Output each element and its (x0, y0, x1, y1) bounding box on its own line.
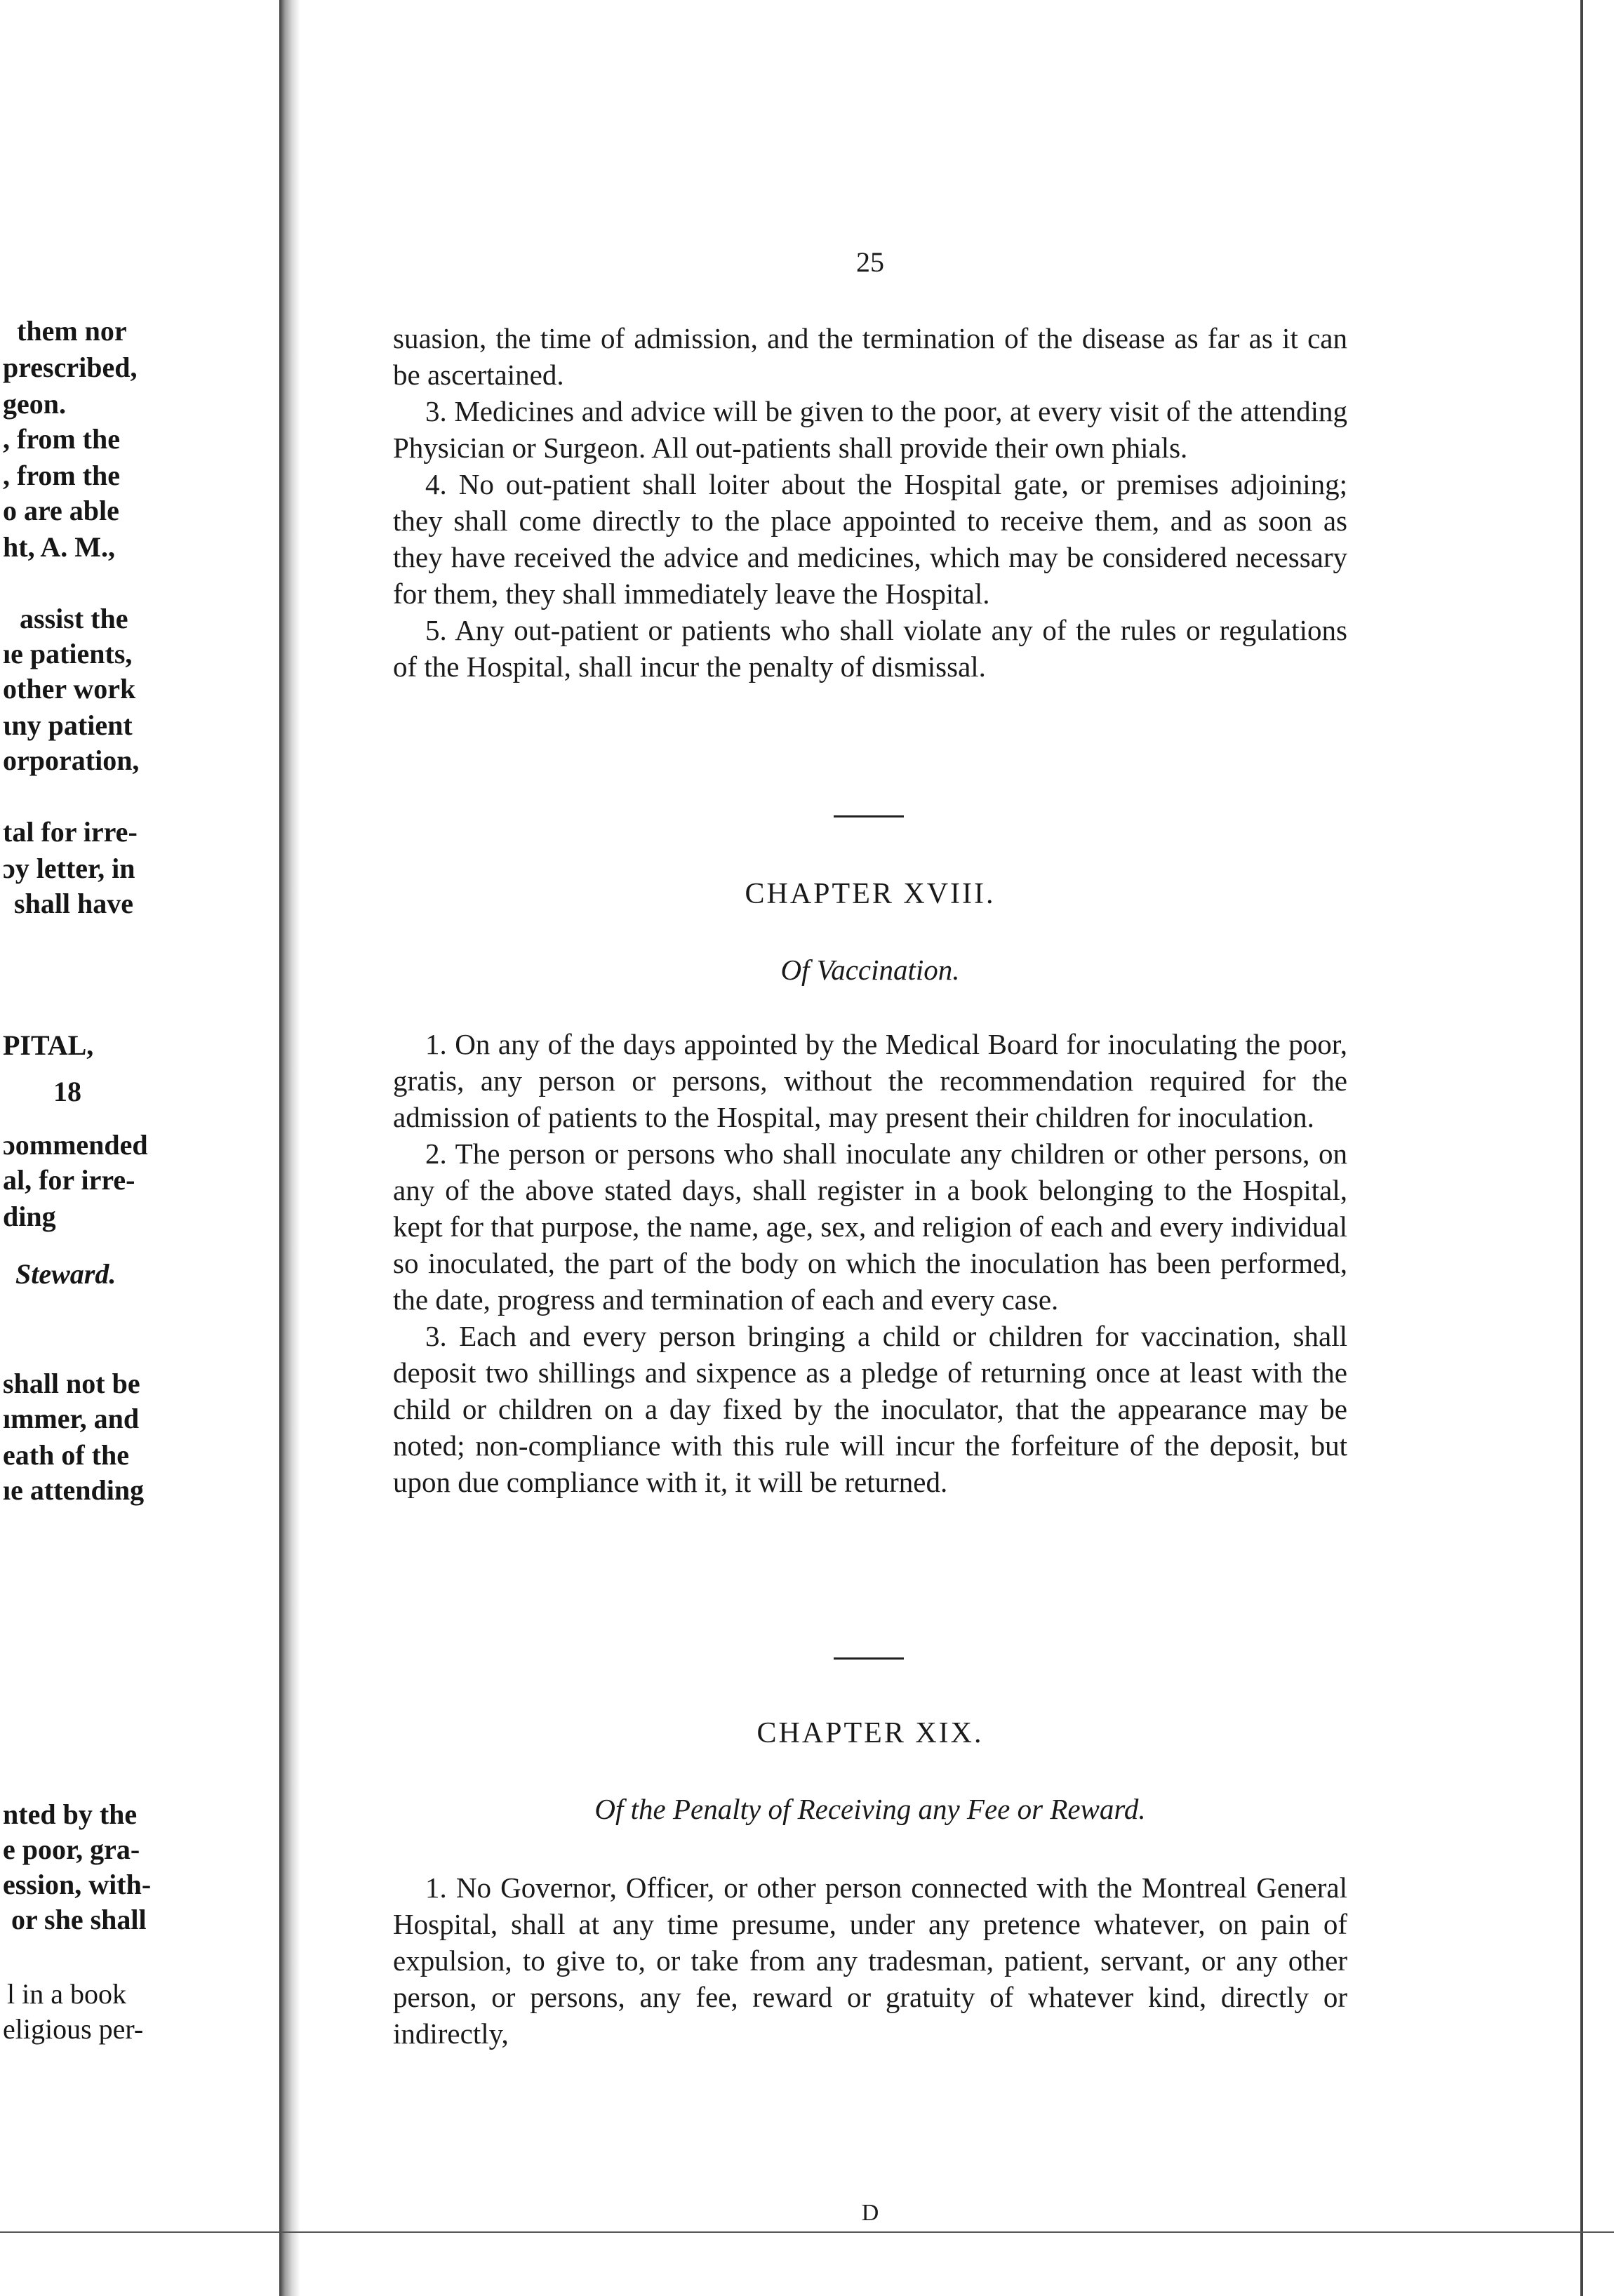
left-fragment: ıe patients, (3, 638, 133, 669)
left-fragment: them nor (17, 315, 127, 347)
left-fragment: ımmer, and (3, 1403, 140, 1434)
left-fragment: e poor, gra- (3, 1834, 140, 1865)
left-fragment: Steward. (15, 1258, 116, 1290)
left-fragment: al, for irre- (3, 1164, 135, 1196)
chapter-title: CHAPTER XVIII. (745, 878, 996, 910)
left-fragment: , from the (3, 460, 120, 491)
left-fragment: prescribed, (3, 352, 138, 383)
left-fragment: shall not be (3, 1368, 140, 1399)
left-fragment: shall have (14, 888, 134, 919)
left-fragment: ht, A. M., (3, 531, 115, 563)
paragraph: suasion, the time of admission, and the termination of the disease as far as it can be ascertained. (393, 322, 1347, 391)
left-fragment: or she shall (11, 1904, 147, 1935)
signature-mark: D (861, 2200, 879, 2226)
paragraph: 3. Medicines and advice will be given to the poor, at every visit of the attending Physician or Surgeon. All out-patients shall provide their own phials. (393, 395, 1347, 464)
chapter-subtitle: Of the Penalty of Receiving any Fee or Reward. (594, 1793, 1146, 1825)
page-edge-line (0, 2231, 1614, 2233)
paragraph: 3. Each and every person bringing a child or children for vaccination, shall deposit two shillings and sixpence as a pledge of returning once at least with the child or children on a day fixed by the inoculator, that the appearance may be noted; non-compliance with this rule will incur the forfeiture of the deposit, but upon due compliance with it, it will be returned. (393, 1320, 1347, 1498)
left-fragment: nted by the (3, 1798, 138, 1830)
left-fragment: eligious per- (3, 2013, 144, 2045)
book-binding-gutter (279, 0, 300, 2296)
chapter-title: CHAPTER XIX. (756, 1717, 984, 1749)
left-facing-page (0, 0, 279, 2296)
left-fragment: l in a book (7, 1978, 126, 2010)
paragraph: 1. No Governor, Officer, or other person connected with the Montreal General Hospital, shall at any time presume, under any pretence whatever, on pain of expulsion, to give to, or take from any tradesman, patient, servant, or any other person, or persons, any fee, reward or gratuity of whatever kind, directly or indirectly, (393, 1871, 1347, 2050)
left-fragment: ɩny patient (3, 709, 133, 741)
left-fragment: , from the (3, 423, 120, 455)
left-fragment: geon. (3, 388, 66, 420)
section-divider (834, 815, 904, 817)
chapter-subtitle: Of Vaccination. (780, 954, 960, 986)
left-fragment: assist the (20, 603, 128, 634)
left-fragment: other work (3, 673, 136, 705)
left-fragment: orporation, (3, 745, 140, 776)
left-fragment: PITAL, (3, 1029, 94, 1061)
left-fragment: ɔy letter, in (3, 853, 135, 884)
chapter17-continuation (393, 320, 1347, 685)
paragraph: 4. No out-patient shall loiter about the Hospital gate, or premises adjoining; they shall come directly to the place appointed to receive them, and as soon as they have received the advice and medicines, which may be considered necessary for them, they shall immediately leave the Hospital. (393, 468, 1347, 610)
section-divider (834, 1657, 904, 1660)
paragraph: 5. Any out-patient or patients who shall violate any of the rules or regulations of the Hospital, shall incur the penalty of dismissal. (393, 614, 1347, 683)
page-number: 25 (856, 246, 884, 278)
left-fragment: tal for irre- (3, 816, 138, 848)
chapter19-body (393, 1869, 1347, 2052)
left-fragment: ıe attending (3, 1474, 145, 1506)
left-fragment: ession, with- (3, 1869, 152, 1900)
left-fragment: eath of the (3, 1439, 129, 1471)
paragraph: 2. The person or persons who shall inoculate any children or other persons, on any of the above stated days, shall register in a book belonging to the Hospital, kept for that purpose, the name, age, sex, and religion of each and every individual so inoculated, the part of the body on which the inoculation has been performed, the date, progress and termination of each and every case. (393, 1137, 1347, 1316)
left-fragment: o are able (3, 495, 119, 526)
chapter18-body (393, 1026, 1347, 1500)
page-edge-line (1580, 0, 1583, 2296)
left-fragment: ding (3, 1201, 56, 1232)
left-fragment: ɔommended (3, 1129, 148, 1161)
left-fragment: 18 (53, 1076, 81, 1107)
paragraph: 1. On any of the days appointed by the Medical Board for inoculating the poor, gratis, any person or persons, without the recommendation required for the admission of patients to the Hospital, may present their children for inoculation. (393, 1028, 1347, 1133)
